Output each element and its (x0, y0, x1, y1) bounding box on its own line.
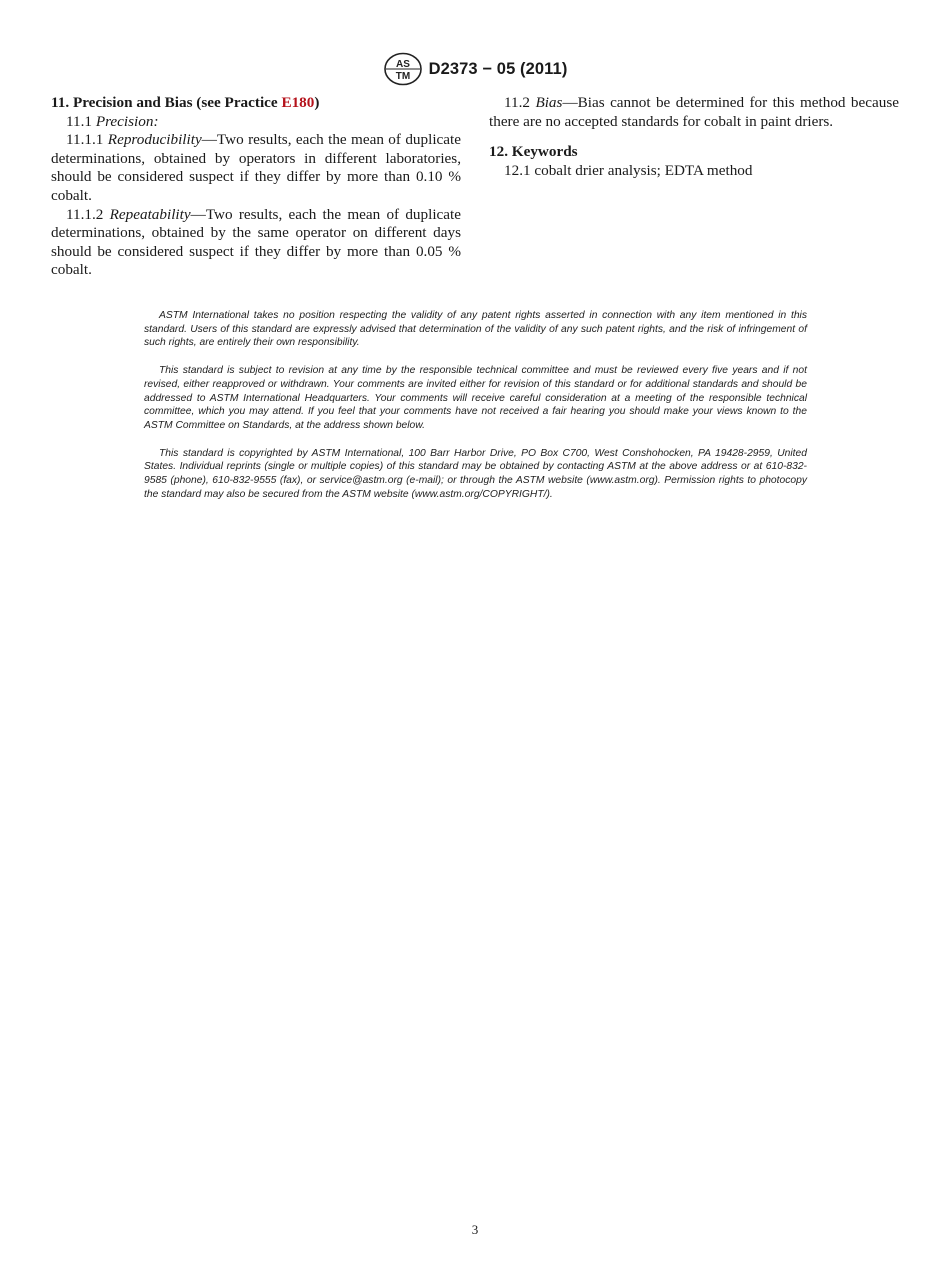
paragraph-11-1 (51, 113, 461, 132)
paragraph-11-1-1 (51, 131, 461, 205)
practice-e180-link[interactable]: E180 (281, 94, 315, 111)
paragraph-11-2 (489, 94, 899, 131)
revision-notice: This standard is subject to revision at any time by the responsible technical committee and must be reviewed every five years and if not revised, either reapproved or withdrawn. Your comments are invited either for revision of this standard or for additional standards and should be addressed to ASTM International Headquarters. Your comments will receive careful consideration at a meeting of the responsible technical committee, which you may attend. If you feel that your comments have not received a fair hearing you should make your views known to the ASTM Committee on Standards, at the address shown below. (144, 365, 807, 431)
page-header (0, 52, 950, 86)
left-column (51, 94, 461, 280)
paragraph-term: Precision: (95, 112, 159, 130)
paragraph-term: Bias (535, 94, 563, 111)
paragraph-12-1: 12.1 cobalt drier analysis; EDTA method (504, 161, 753, 179)
copyright-notice: This standard is copyrighted by ASTM International, 100 Barr Harbor Drive, PO Box C700, West Conshohocken, PA 19428-2959, United States. Individual reprints (single or multiple copies) of this standard may be obtained by contacting ASTM at the above address or at 610-832-9585 (phone), 610-832-9555 (fax), or service@astm.org (e-mail); or through the ASTM website (www.astm.org). Permission rights to photocopy the standard may also be secured from the ASTM website (www.astm.org/COPYRIGHT/). (144, 447, 807, 500)
svg-text:AS: AS (395, 59, 410, 70)
paragraph-text: —Two results, each the mean of duplicate determinations, obtained by the same operator on different days should be considered suspect if they differ by more than 0.05 % cobalt. (51, 205, 461, 279)
right-column (489, 94, 899, 180)
page-number: 3 (471, 1222, 479, 1237)
document-designation: D2373 − 05 (2011) (428, 59, 568, 78)
svg-text:TM: TM (395, 71, 410, 82)
patent-notice: ASTM International takes no position respecting the validity of any patent rights asserted in connection with any item mentioned in this standard. Users of this standard are expressly advised that determination of the validity of any such patent rights, and the risk of infringement of such rights, are entirely their own responsibility. (144, 310, 807, 349)
paragraph-text: —Two results, each the mean of duplicate determinations, obtained by operators in different laboratories, should be considered suspect if they differ by more than 0.10 % cobalt. (51, 131, 461, 204)
section-12-heading: 12. Keywords (489, 143, 578, 161)
paragraph-number: 11.1.1 (66, 131, 108, 149)
astm-notices (144, 309, 807, 515)
section-11-heading (51, 94, 461, 113)
paragraph-11-1-2 (51, 206, 461, 280)
section-11-title-prefix: 11. Precision and Bias (see Practice (51, 94, 282, 111)
paragraph-text: —Bias cannot be determined for this method because there are no accepted standards for cobalt in paint driers. (489, 94, 899, 130)
astm-logo-icon (383, 52, 423, 86)
paragraph-number: 11.1 (66, 112, 96, 130)
paragraph-term: Reproducibility (107, 131, 202, 149)
paragraph-number: 11.1.2 (66, 205, 110, 223)
paragraph-term: Repeatability (109, 205, 191, 223)
paragraph-number: 11.2 (504, 94, 536, 111)
section-11-title-suffix: ) (314, 94, 320, 111)
